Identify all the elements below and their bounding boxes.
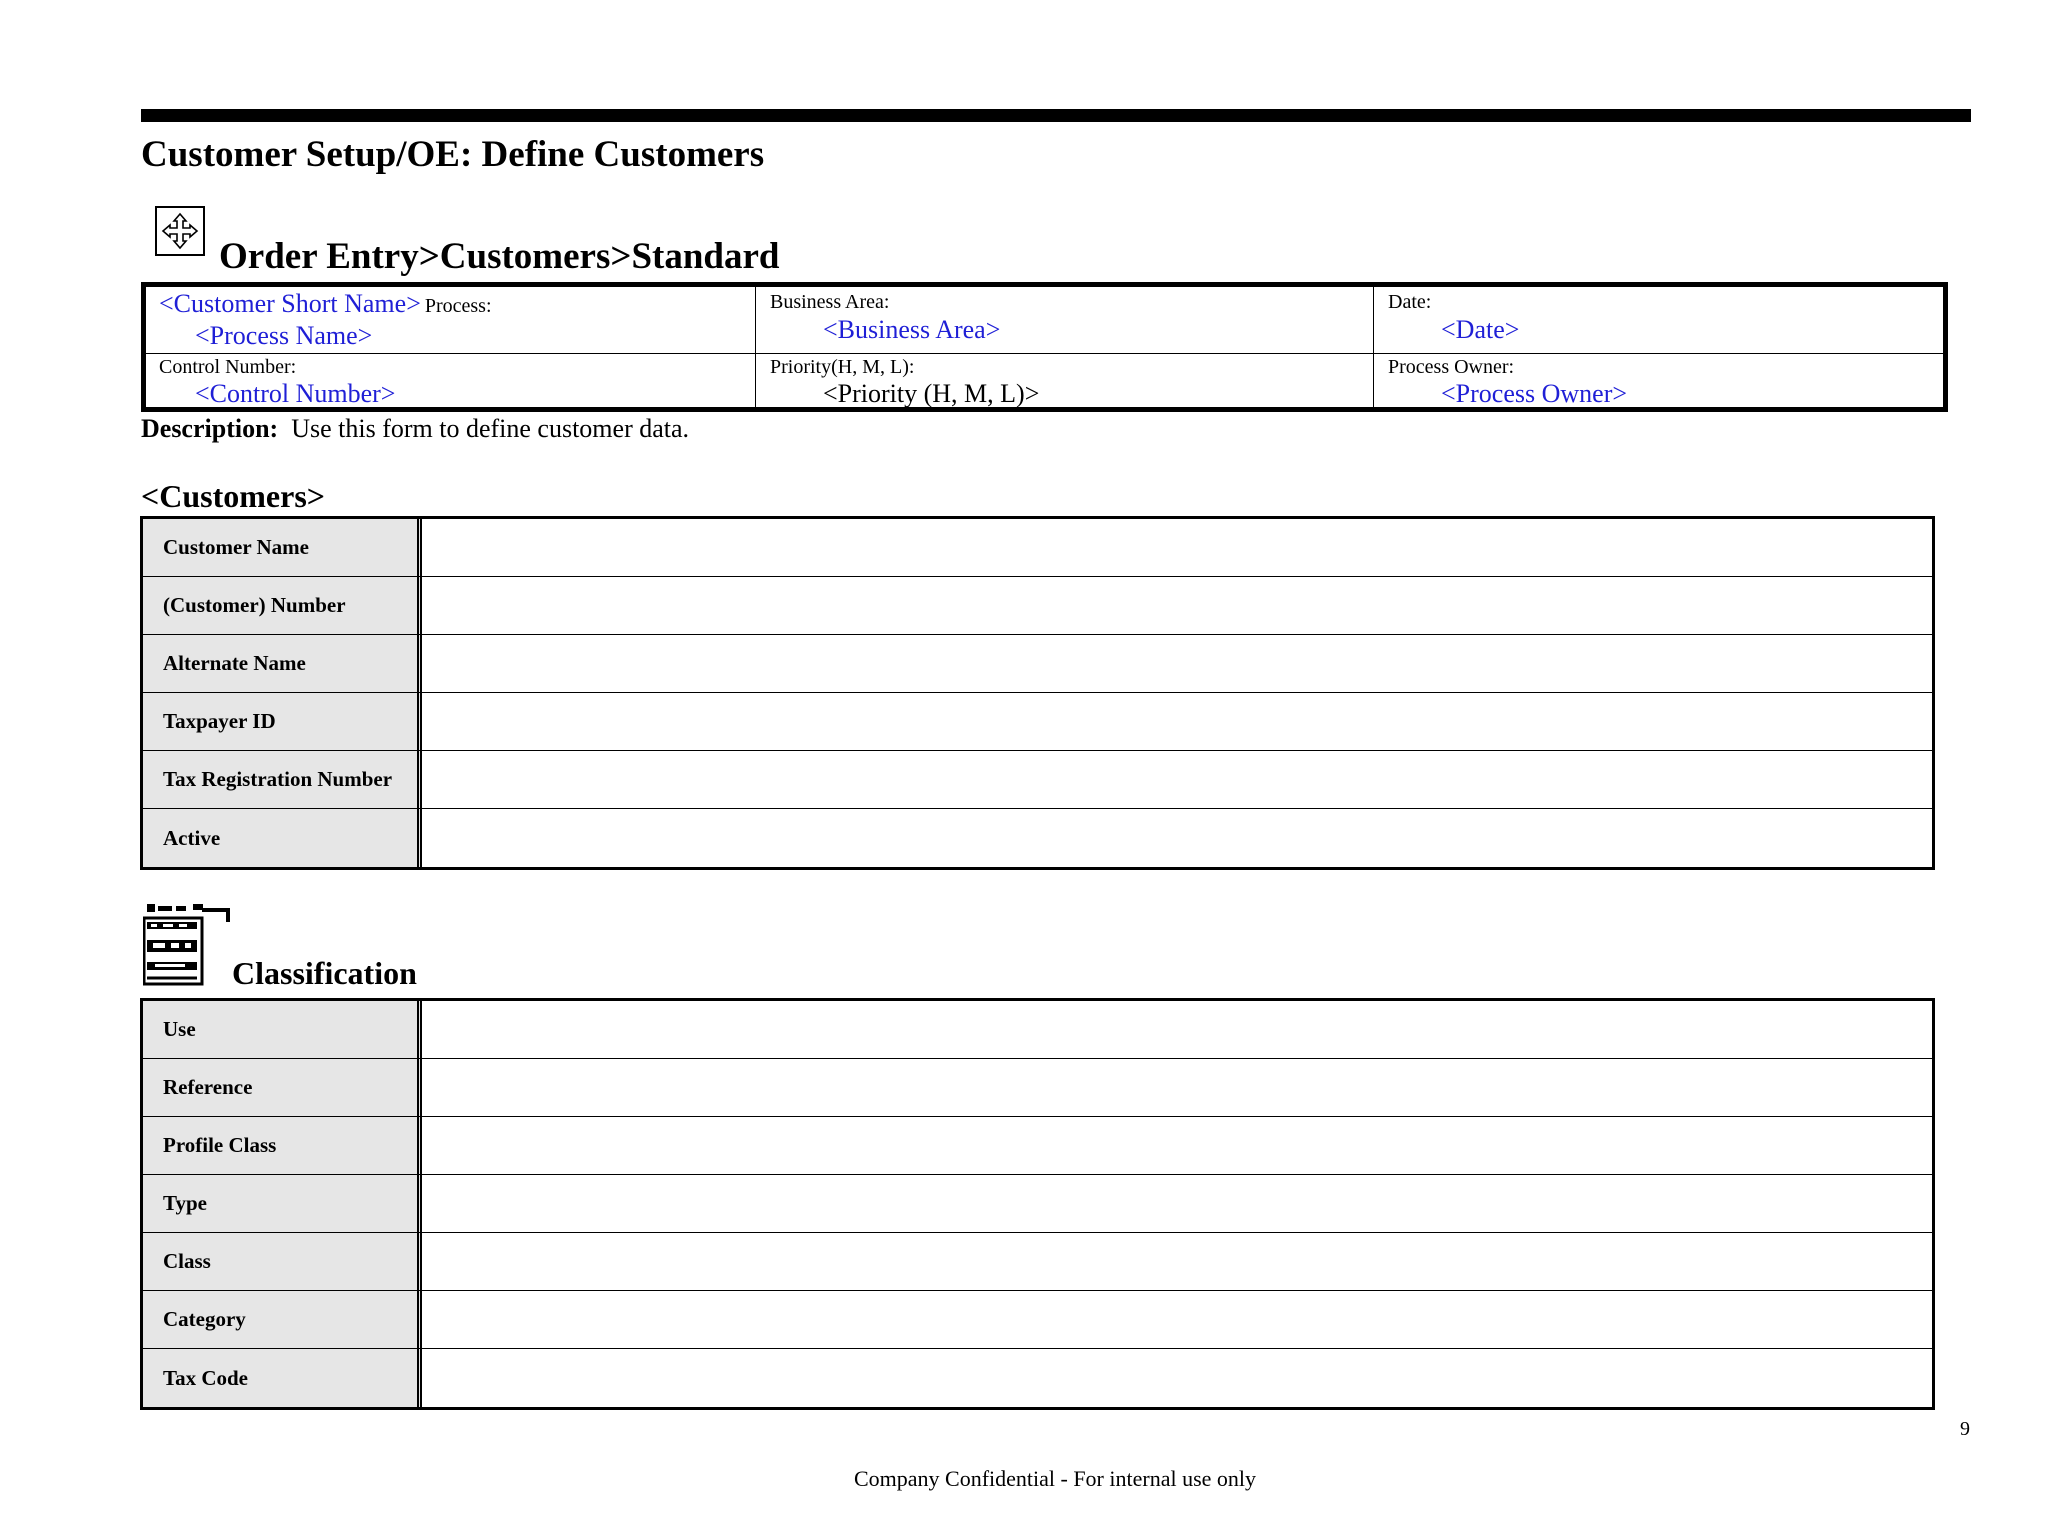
field-label: Use — [143, 1001, 422, 1058]
top-rule — [141, 109, 1971, 122]
form-row — [143, 577, 1932, 635]
tax-code-field[interactable] — [422, 1349, 1932, 1407]
form-row — [143, 1117, 1932, 1175]
process-name-value: <Process Name> — [195, 321, 373, 350]
field-label: Customer Name — [143, 519, 422, 576]
form-row — [143, 1059, 1932, 1117]
control-number-label: Control Number: — [159, 356, 297, 378]
window-form-icon — [143, 902, 231, 986]
description-text: Use this form to define customer data. — [291, 414, 690, 443]
date-value: <Date> — [1441, 315, 1520, 344]
taxpayer-id-field[interactable] — [422, 693, 1932, 750]
field-label: Profile Class — [143, 1117, 422, 1174]
form-row — [143, 751, 1932, 809]
active-field[interactable] — [422, 809, 1932, 867]
field-label: Category — [143, 1291, 422, 1348]
tax-registration-number-field[interactable] — [422, 751, 1932, 808]
customers-section-title: <Customers> — [141, 478, 325, 514]
page-title: Customer Setup/OE: Define Customers — [141, 134, 765, 175]
class-field[interactable] — [422, 1233, 1932, 1290]
field-label: Tax Registration Number — [143, 751, 422, 808]
field-label: Tax Code — [143, 1349, 422, 1407]
description-label: Description: — [141, 414, 279, 443]
control-number-value: <Control Number> — [195, 379, 396, 408]
business-area-label: Business Area: — [770, 291, 890, 313]
header-divider — [146, 353, 1943, 354]
form-row — [143, 693, 1932, 751]
classification-section-title: Classification — [232, 955, 417, 991]
reference-field[interactable] — [422, 1059, 1932, 1116]
category-field[interactable] — [422, 1291, 1932, 1348]
priority-value: <Priority (H, M, L)> — [823, 379, 1040, 408]
form-row — [143, 1291, 1932, 1349]
page-number: 9 — [1960, 1418, 1970, 1440]
header-divider — [1373, 287, 1374, 407]
form-row — [143, 635, 1932, 693]
form-row — [143, 1175, 1932, 1233]
field-label: Alternate Name — [143, 635, 422, 692]
field-label: Taxpayer ID — [143, 693, 422, 750]
process-owner-label: Process Owner: — [1388, 356, 1515, 378]
customer-short-name-value: <Customer Short Name> — [159, 289, 421, 318]
customer-name-field[interactable] — [422, 519, 1932, 576]
customer-number-field[interactable] — [422, 577, 1932, 634]
header-info-box — [141, 282, 1948, 412]
form-row — [143, 1233, 1932, 1291]
alternate-name-field[interactable] — [422, 635, 1932, 692]
use-field[interactable] — [422, 1001, 1932, 1058]
process-label: Process: — [424, 295, 492, 317]
priority-label: Priority(H, M, L): — [770, 356, 915, 378]
form-row — [143, 1001, 1932, 1059]
field-label: (Customer) Number — [143, 577, 422, 634]
classification-form-table — [140, 998, 1935, 1410]
description — [141, 414, 689, 444]
business-area-value: <Business Area> — [823, 315, 1001, 344]
date-label: Date: — [1388, 291, 1432, 313]
process-owner-value: <Process Owner> — [1441, 379, 1628, 408]
field-label: Reference — [143, 1059, 422, 1116]
form-row — [143, 519, 1932, 577]
form-row — [143, 809, 1932, 867]
field-label: Type — [143, 1175, 422, 1232]
field-label: Class — [143, 1233, 422, 1290]
customer-short-name-cell — [159, 289, 492, 319]
field-label: Active — [143, 809, 422, 867]
customers-form-table — [140, 516, 1935, 870]
header-divider — [755, 287, 756, 407]
profile-class-field[interactable] — [422, 1117, 1932, 1174]
form-row — [143, 1349, 1932, 1407]
navigation-path: Order Entry>Customers>Standard — [219, 236, 780, 277]
move-arrows-icon — [155, 206, 205, 256]
footer-confidential: Company Confidential - For internal use only — [853, 1466, 1257, 1491]
type-field[interactable] — [422, 1175, 1932, 1232]
